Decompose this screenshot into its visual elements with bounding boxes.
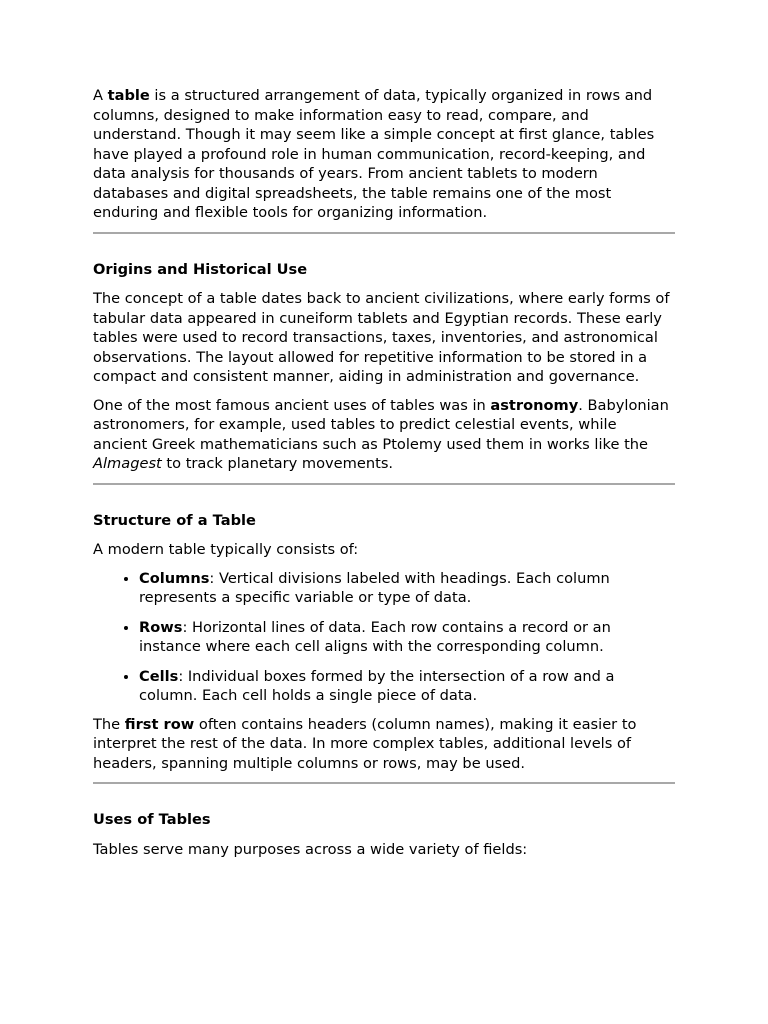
section-heading-uses: Uses of Tables [93, 811, 211, 828]
intro-bold-term: table [107, 87, 150, 104]
list-item-term: Columns [139, 569, 210, 587]
list-item-term: Rows [139, 618, 183, 636]
intro-text-start: A [93, 87, 108, 104]
document-page [93, 86, 675, 868]
intro-text-rest: is a structured arrangement of data, typically organized in rows and columns, designed to make information easy to read, compare, and understand. Though it may seem like a simple concept at first glance, tables have played a profound role in human communication, record-keeping, and data analysis for thousands of years. From ancient tablets to modern databases and digital spreadsheets, the table remains one of the most enduring and flexible tools for organizing information. [93, 87, 655, 221]
list-item-desc: : Horizontal lines of data. Each row contains a record or an instance where each cell aligns with the corresponding column. [139, 618, 611, 655]
structure-after-bold: first row [124, 715, 195, 733]
structure-after-rest: often contains headers (column names), making it easier to interpret the rest of the data. In more complex tables, additional levels of headers, spanning multiple columns or rows, may be used. [93, 715, 637, 772]
origins-p2-bold: astronomy [490, 396, 579, 414]
section-divider [93, 782, 675, 784]
list-item-term: Cells [139, 667, 179, 685]
list-item-desc: : Individual boxes formed by the intersection of a row and a column. Each cell holds a single piece of data. [139, 667, 615, 704]
origins-p2-end: to track planetary movements. [161, 455, 394, 472]
list-item-columns [139, 569, 675, 608]
intro-paragraph [93, 86, 675, 223]
origins-p2-start: One of the most famous ancient uses of tables was in [93, 396, 491, 414]
origins-paragraph-1: The concept of a table dates back to ancient civilizations, where early forms of tabular data appeared in cuneiform tablets and Egyptian records. These early tables were used to record transactions, taxes, inventories, and astronomical observations. The layout allowed for repetitive information to be stored in a compact and consistent manner, aiding in administration and governance. [93, 290, 670, 385]
structure-after-paragraph [93, 715, 675, 774]
structure-list [93, 569, 675, 706]
list-item-cells [139, 667, 675, 706]
list-item-rows [139, 618, 675, 657]
structure-after-start: The [93, 715, 125, 733]
list-item-desc: : Vertical divisions labeled with headings. Each column represents a specific variable or type of data. [139, 569, 610, 606]
uses-lead: Tables serve many purposes across a wide variety of fields: [93, 840, 528, 858]
origins-p2-italic: Almagest [93, 455, 162, 472]
structure-lead: A modern table typically consists of: [93, 541, 359, 558]
origins-paragraph-2 [93, 396, 675, 474]
section-heading-origins: Origins and Historical Use [93, 260, 308, 278]
section-heading-structure: Structure of a Table [93, 511, 256, 529]
section-divider [93, 232, 675, 234]
section-divider [93, 483, 675, 485]
origins-p2-mid: . Babylonian astronomers, for example, used tables to predict celestial events, while ancient Greek mathematicians such as Ptolemy used them in works like the [93, 396, 669, 453]
